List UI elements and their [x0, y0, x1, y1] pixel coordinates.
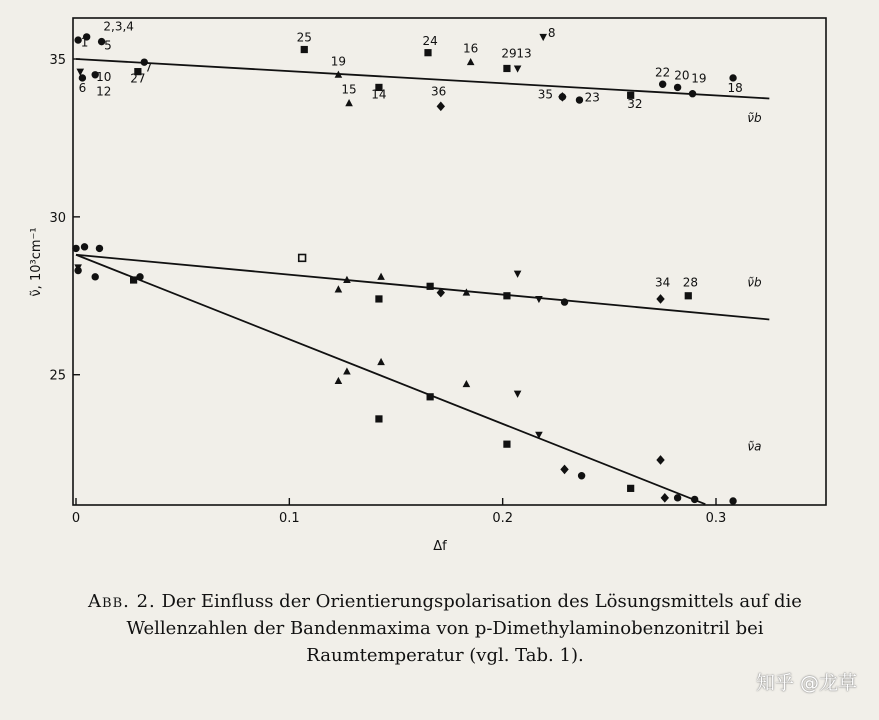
diamond-point [558, 92, 566, 102]
square-point [503, 65, 510, 72]
inverted-triangle-point [539, 34, 547, 41]
diamond-point [661, 493, 669, 503]
curve-label: ν̃b [747, 275, 762, 290]
circle-point [72, 245, 79, 252]
y-tick-label: 30 [49, 210, 66, 226]
point-label: 14 [371, 87, 387, 102]
point-label: 5 [104, 38, 112, 53]
point-label: 36 [431, 84, 447, 99]
circle-point [689, 90, 696, 97]
triangle-point [377, 273, 385, 280]
square-point [427, 283, 434, 290]
point-label: 34 [655, 275, 671, 290]
inverted-triangle-point [514, 271, 522, 278]
circle-point [691, 496, 698, 503]
circle-point [561, 298, 568, 305]
fit-line-2 [76, 255, 705, 504]
triangle-point [343, 367, 351, 374]
point-label: 29 [501, 46, 517, 61]
x-axis-label: Δf [433, 539, 447, 554]
triangle-point [377, 358, 385, 365]
point-label: 6 [78, 81, 87, 96]
x-tick-label: 0.2 [492, 511, 514, 526]
caption-text: Der Einfluss der Orientierungspolarisation des Lösungsmittels auf die Wellenzahlen der Bandenmaxima von p-Dimethylaminobenzonitril bei Raumtemperatur (vgl. Tab. 1). [126, 591, 802, 666]
inverted-triangle-point [535, 296, 543, 303]
square-point [424, 49, 431, 56]
triangle-point [467, 58, 475, 65]
y-axis [49, 53, 80, 384]
square-point [301, 46, 308, 53]
square-point [130, 276, 137, 283]
point-label: 28 [682, 275, 699, 290]
point-label: 20 [674, 68, 690, 83]
point-label: 32 [627, 96, 643, 111]
x-tick-label: 0.1 [278, 511, 300, 526]
curve-label: ν̃b [747, 111, 762, 126]
point-label: 2,3,4 [103, 19, 134, 34]
point-label: 10 [96, 70, 112, 85]
square-point [503, 441, 510, 448]
plot-frame [73, 18, 826, 505]
x-tick-label: 0.3 [705, 511, 727, 526]
y-tick-label: 35 [49, 53, 66, 68]
triangle-point [463, 380, 471, 387]
triangle-point [335, 377, 343, 384]
square-point [427, 393, 434, 400]
inverted-triangle-point [514, 65, 522, 72]
point-labels [79, 20, 743, 290]
diamond-point [656, 455, 664, 465]
point-label: 22 [655, 65, 671, 80]
diamond-point [656, 294, 664, 304]
triangle-point [345, 99, 353, 106]
point-label: 25 [296, 30, 312, 45]
point-label: 1 [80, 35, 89, 50]
point-label: 15 [341, 82, 357, 97]
point-label: 35 [537, 87, 553, 102]
circle-point [729, 497, 736, 504]
inverted-triangle-point [514, 391, 522, 398]
open-square-point [299, 255, 306, 262]
circle-point [136, 273, 143, 280]
x-tick-label: 0 [71, 511, 81, 526]
point-label: 8 [547, 25, 556, 40]
square-point [685, 292, 692, 299]
y-axis-label: ν̃, 10³cm⁻¹ [29, 227, 44, 297]
diamond-point [560, 465, 568, 475]
circle-point [674, 494, 681, 501]
circle-point [576, 96, 583, 103]
watermark: 知乎 @龙草 [755, 672, 857, 694]
curve-label: ν̃a [747, 439, 762, 454]
point-label: 19 [330, 54, 347, 69]
point-label: 16 [463, 41, 479, 56]
point-label: 12 [96, 84, 112, 99]
point-label: 18 [727, 81, 743, 96]
circle-point [92, 273, 99, 280]
diamond-point [437, 102, 445, 112]
caption-lead: Abb. 2. [88, 591, 156, 612]
point-label: 24 [422, 33, 438, 48]
point-label: 19 [691, 71, 707, 86]
circle-point [659, 81, 666, 88]
square-point [375, 295, 382, 302]
point-label: 7 [144, 60, 153, 75]
square-point [627, 485, 634, 492]
point-label: 23 [584, 90, 600, 105]
square-point [503, 292, 510, 299]
circle-point [674, 84, 681, 91]
point-label: 27 [130, 71, 146, 86]
circle-point [81, 243, 88, 250]
circle-point [96, 245, 103, 252]
point-label: 13 [516, 46, 532, 61]
square-point [375, 415, 382, 422]
circle-point [578, 472, 585, 479]
y-tick-label: 25 [49, 368, 66, 384]
figure-caption [60, 588, 830, 669]
curve-labels [747, 111, 762, 453]
x-axis [72, 498, 726, 526]
triangle-point [335, 285, 343, 292]
